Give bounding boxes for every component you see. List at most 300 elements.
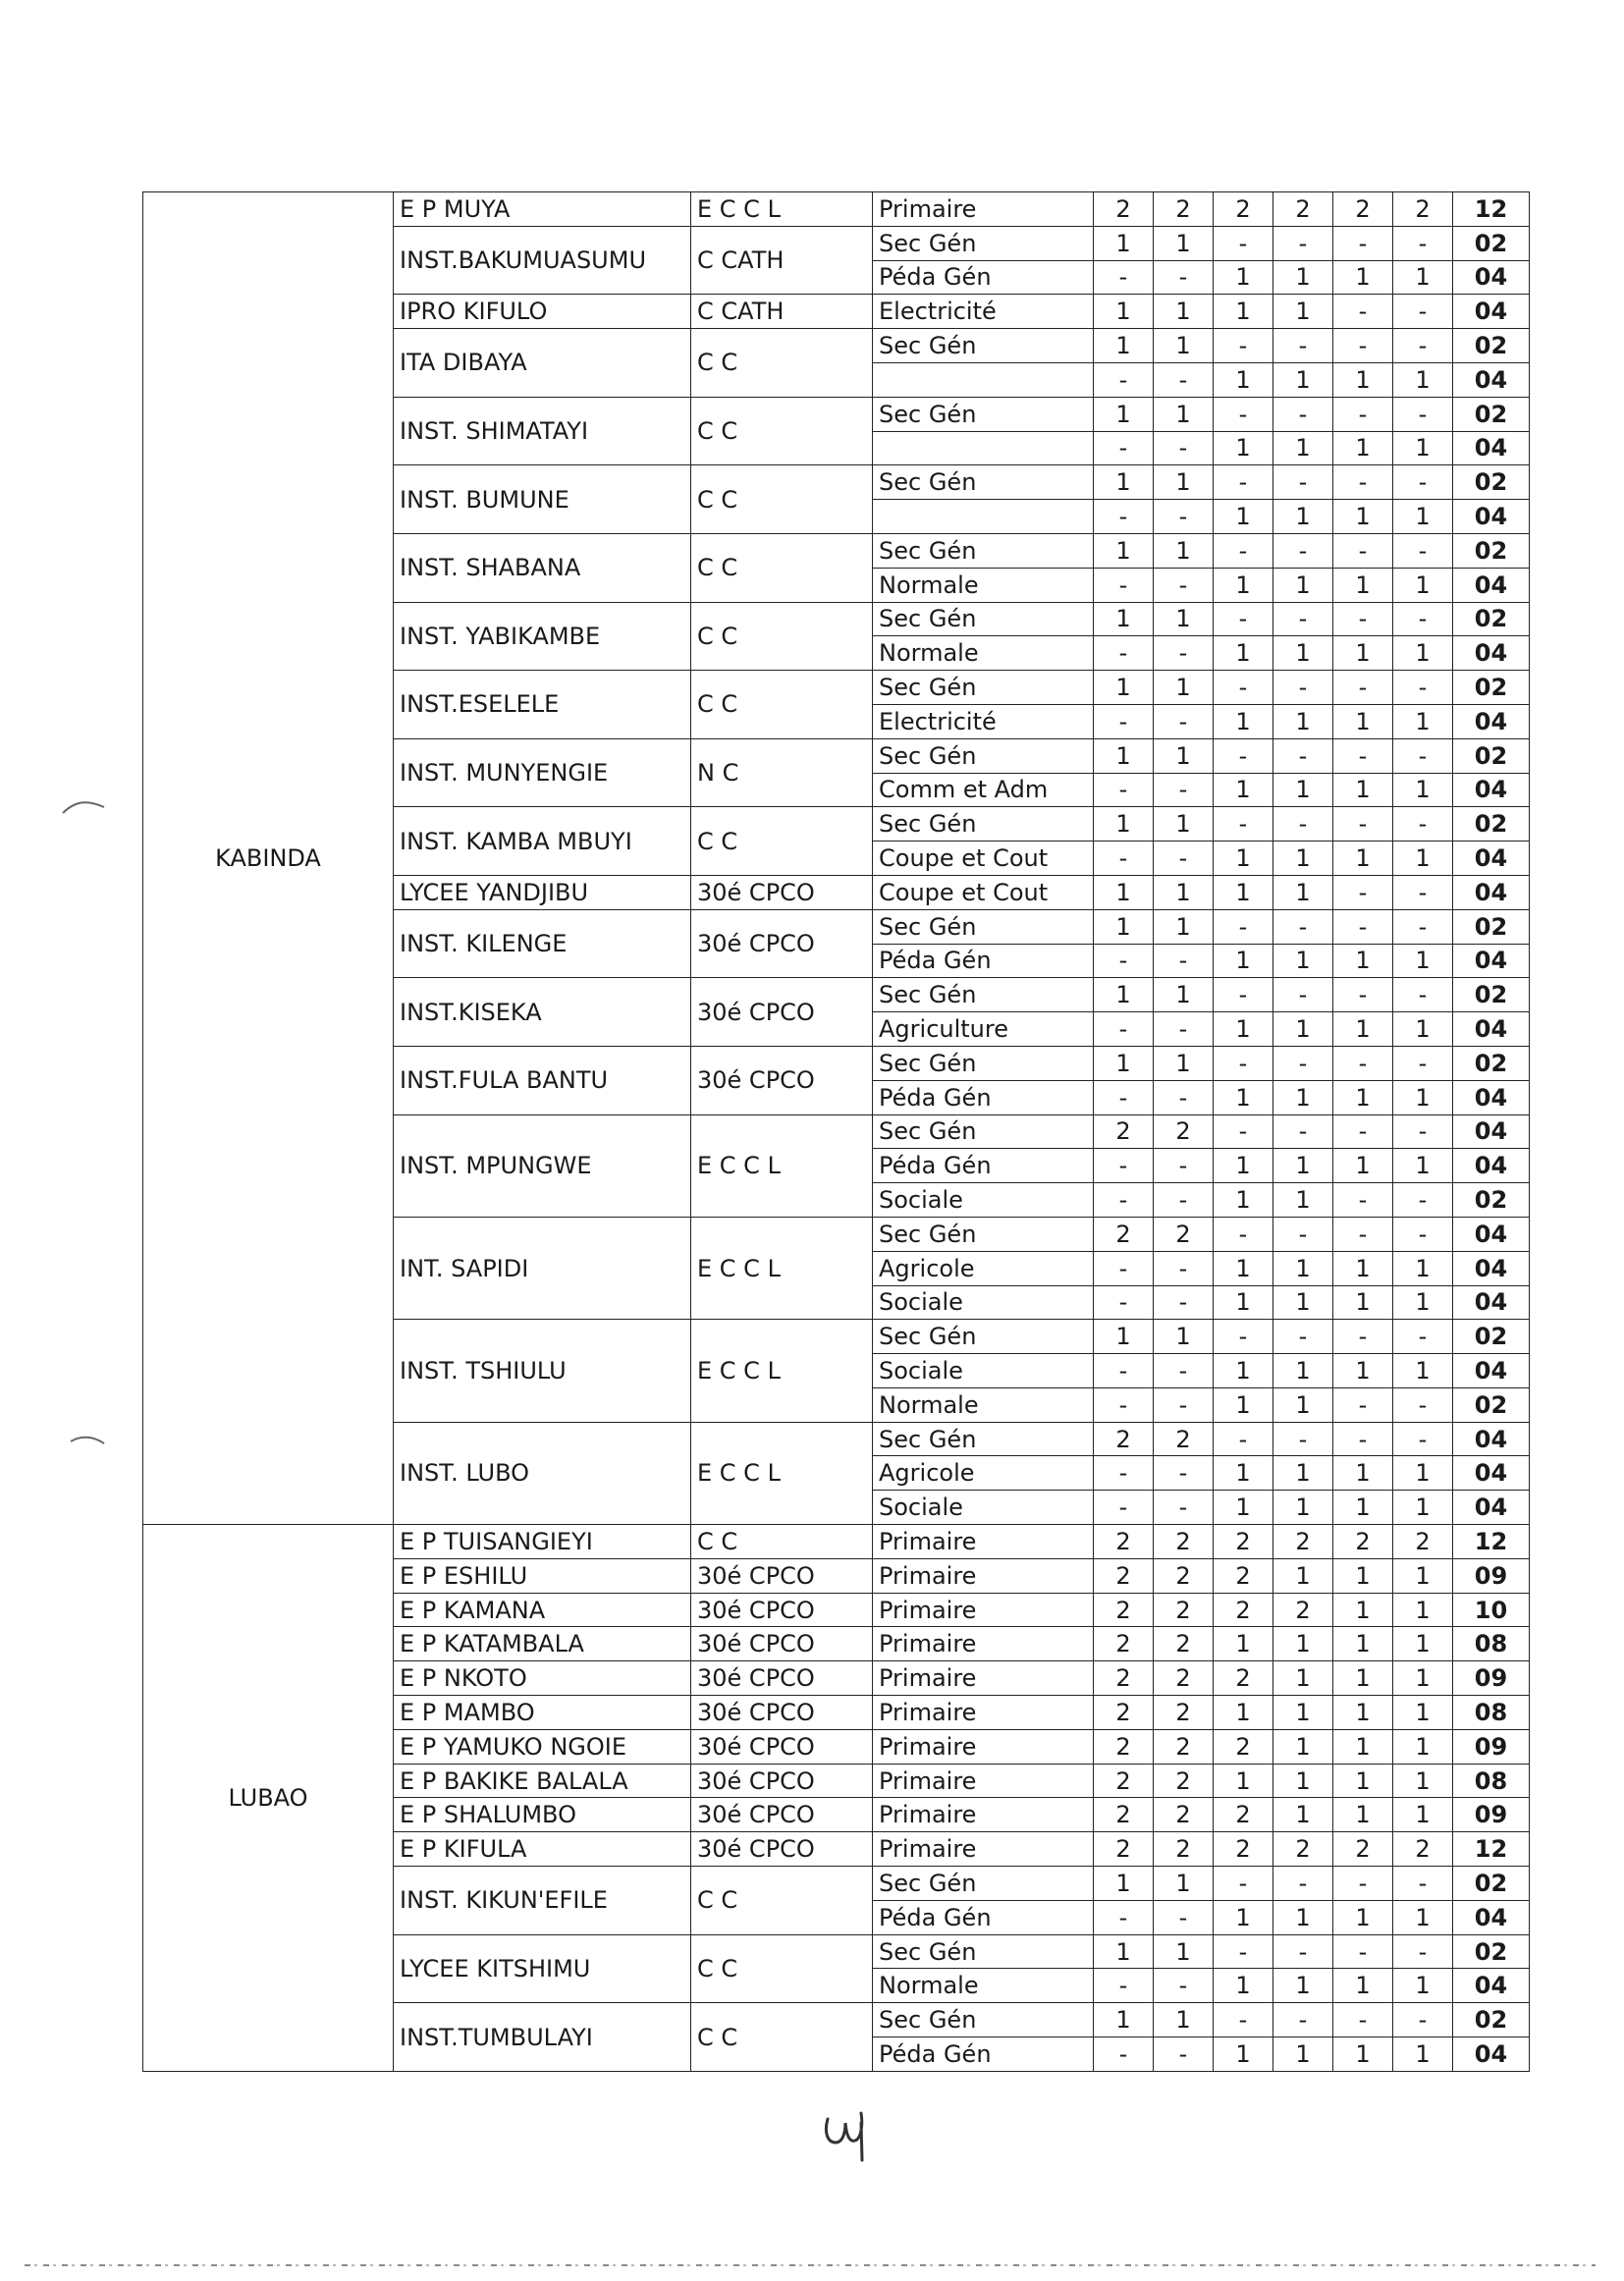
- school-name-cell: INST. BUMUNE: [394, 465, 691, 534]
- option-cell: Sec Gén: [873, 397, 1094, 431]
- option-cell: Coupe et Cout: [873, 875, 1094, 909]
- class-count-cell: 2: [1094, 1593, 1154, 1627]
- option-cell: Sociale: [873, 1285, 1094, 1320]
- school-name-cell: E P MUYA: [394, 192, 691, 227]
- class-count-cell: 1: [1214, 1764, 1273, 1798]
- class-count-cell: -: [1333, 807, 1393, 842]
- class-count-cell: -: [1154, 362, 1214, 397]
- class-count-cell: 1: [1154, 738, 1214, 773]
- class-count-cell: 1: [1273, 1798, 1333, 1832]
- class-count-cell: 1: [1333, 1285, 1393, 1320]
- handwritten-page-mark: [820, 2109, 879, 2163]
- class-count-cell: 2: [1214, 1593, 1273, 1627]
- regime-cell: C C: [691, 2003, 873, 2072]
- class-count-cell: -: [1094, 1456, 1154, 1491]
- option-cell: Primaire: [873, 1729, 1094, 1764]
- school-name-cell: INST. LUBO: [394, 1422, 691, 1524]
- option-cell: Sec Gén: [873, 1422, 1094, 1456]
- class-count-cell: 1: [1333, 1491, 1393, 1525]
- option-cell: Sec Gén: [873, 978, 1094, 1012]
- class-count-cell: 1: [1214, 568, 1273, 602]
- total-cell: 02: [1453, 807, 1530, 842]
- regime-cell: 30é CPCO: [691, 1627, 873, 1661]
- class-count-cell: 2: [1154, 1696, 1214, 1730]
- class-count-cell: -: [1333, 1217, 1393, 1251]
- total-cell: 02: [1453, 1046, 1530, 1080]
- total-cell: 04: [1453, 875, 1530, 909]
- class-count-cell: 1: [1273, 1456, 1333, 1491]
- school-name-cell: ITA DIBAYA: [394, 329, 691, 398]
- total-cell: 02: [1453, 1320, 1530, 1354]
- class-count-cell: -: [1273, 909, 1333, 944]
- option-cell: Péda Gén: [873, 1900, 1094, 1934]
- class-count-cell: 2: [1154, 1627, 1214, 1661]
- class-count-cell: -: [1393, 226, 1453, 260]
- class-count-cell: 1: [1393, 1285, 1453, 1320]
- class-count-cell: 2: [1154, 1798, 1214, 1832]
- class-count-cell: -: [1214, 1422, 1273, 1456]
- class-count-cell: -: [1154, 1969, 1214, 2003]
- class-count-cell: -: [1393, 1934, 1453, 1969]
- class-count-cell: 2: [1273, 1593, 1333, 1627]
- total-cell: 04: [1453, 1900, 1530, 1934]
- total-cell: 08: [1453, 1627, 1530, 1661]
- class-count-cell: -: [1154, 1354, 1214, 1388]
- class-count-cell: 2: [1333, 192, 1393, 227]
- class-count-cell: -: [1393, 1046, 1453, 1080]
- class-count-cell: -: [1214, 671, 1273, 705]
- regime-cell: E C C L: [691, 1422, 873, 1524]
- option-cell: Agricole: [873, 1251, 1094, 1285]
- regime-cell: 30é CPCO: [691, 1593, 873, 1627]
- class-count-cell: 2: [1154, 1593, 1214, 1627]
- class-count-cell: -: [1094, 568, 1154, 602]
- class-count-cell: -: [1094, 1080, 1154, 1114]
- class-count-cell: 1: [1214, 295, 1273, 329]
- class-count-cell: 1: [1393, 1080, 1453, 1114]
- class-count-cell: 1: [1214, 362, 1273, 397]
- class-count-cell: -: [1393, 807, 1453, 842]
- schools-table: [142, 191, 1530, 2072]
- class-count-cell: 2: [1393, 1525, 1453, 1559]
- class-count-cell: 1: [1273, 362, 1333, 397]
- class-count-cell: -: [1094, 362, 1154, 397]
- class-count-cell: 1: [1393, 944, 1453, 978]
- class-count-cell: 1: [1273, 1149, 1333, 1183]
- class-count-cell: 1: [1214, 875, 1273, 909]
- class-count-cell: -: [1094, 636, 1154, 671]
- option-cell: Péda Gén: [873, 260, 1094, 295]
- class-count-cell: 1: [1393, 568, 1453, 602]
- school-name-cell: INST. MPUNGWE: [394, 1114, 691, 1217]
- class-count-cell: 1: [1094, 909, 1154, 944]
- table-row: [143, 1525, 1530, 1559]
- school-name-cell: E P TUISANGIEYI: [394, 1525, 691, 1559]
- class-count-cell: -: [1393, 602, 1453, 636]
- class-count-cell: 1: [1393, 362, 1453, 397]
- school-name-cell: INST.BAKUMUASUMU: [394, 226, 691, 295]
- class-count-cell: -: [1214, 1114, 1273, 1149]
- class-count-cell: -: [1094, 1354, 1154, 1388]
- class-count-cell: 1: [1333, 1729, 1393, 1764]
- class-count-cell: 2: [1094, 192, 1154, 227]
- regime-cell: C C: [691, 1867, 873, 1935]
- class-count-cell: -: [1094, 1285, 1154, 1320]
- class-count-cell: -: [1094, 704, 1154, 738]
- class-count-cell: 1: [1393, 1149, 1453, 1183]
- school-name-cell: INST.FULA BANTU: [394, 1046, 691, 1114]
- class-count-cell: -: [1094, 1149, 1154, 1183]
- class-count-cell: 1: [1393, 1729, 1453, 1764]
- class-count-cell: -: [1333, 1867, 1393, 1901]
- class-count-cell: 1: [1214, 1969, 1273, 2003]
- school-name-cell: INST. KAMBA MBUYI: [394, 807, 691, 876]
- regime-cell: 30é CPCO: [691, 1764, 873, 1798]
- class-count-cell: -: [1154, 1149, 1214, 1183]
- class-count-cell: 1: [1393, 1900, 1453, 1934]
- option-cell: Sec Gén: [873, 602, 1094, 636]
- class-count-cell: -: [1094, 500, 1154, 534]
- class-count-cell: -: [1333, 875, 1393, 909]
- option-cell: Sociale: [873, 1354, 1094, 1388]
- class-count-cell: -: [1273, 1114, 1333, 1149]
- class-count-cell: 1: [1214, 1900, 1273, 1934]
- class-count-cell: -: [1333, 1387, 1393, 1422]
- class-count-cell: -: [1333, 1934, 1393, 1969]
- class-count-cell: -: [1273, 978, 1333, 1012]
- option-cell: [873, 362, 1094, 397]
- class-count-cell: -: [1154, 1900, 1214, 1934]
- class-count-cell: 1: [1154, 329, 1214, 363]
- class-count-cell: -: [1094, 1183, 1154, 1218]
- regime-cell: 30é CPCO: [691, 1696, 873, 1730]
- class-count-cell: 2: [1214, 1525, 1273, 1559]
- total-cell: 10: [1453, 1593, 1530, 1627]
- class-count-cell: 1: [1393, 1456, 1453, 1491]
- class-count-cell: 1: [1273, 773, 1333, 807]
- class-count-cell: 1: [1094, 2003, 1154, 2037]
- class-count-cell: -: [1214, 1934, 1273, 1969]
- regime-cell: 30é CPCO: [691, 1046, 873, 1114]
- class-count-cell: -: [1214, 1867, 1273, 1901]
- class-count-cell: 1: [1214, 1183, 1273, 1218]
- option-cell: Agricole: [873, 1456, 1094, 1491]
- class-count-cell: -: [1393, 1867, 1453, 1901]
- class-count-cell: -: [1273, 671, 1333, 705]
- class-count-cell: -: [1393, 978, 1453, 1012]
- class-count-cell: -: [1393, 2003, 1453, 2037]
- class-count-cell: 1: [1154, 2003, 1214, 2037]
- class-count-cell: 1: [1154, 1934, 1214, 1969]
- class-count-cell: 1: [1393, 773, 1453, 807]
- class-count-cell: -: [1214, 533, 1273, 568]
- option-cell: Primaire: [873, 1764, 1094, 1798]
- class-count-cell: 1: [1273, 1661, 1333, 1696]
- option-cell: Sec Gén: [873, 1046, 1094, 1080]
- class-count-cell: -: [1333, 909, 1393, 944]
- class-count-cell: -: [1094, 1012, 1154, 1047]
- school-name-cell: E P YAMUKO NGOIE: [394, 1729, 691, 1764]
- class-count-cell: 1: [1393, 1798, 1453, 1832]
- class-count-cell: 1: [1393, 704, 1453, 738]
- school-name-cell: E P MAMBO: [394, 1696, 691, 1730]
- class-count-cell: 1: [1094, 329, 1154, 363]
- class-count-cell: -: [1214, 978, 1273, 1012]
- class-count-cell: 1: [1333, 1354, 1393, 1388]
- class-count-cell: 1: [1273, 568, 1333, 602]
- class-count-cell: 2: [1154, 1661, 1214, 1696]
- class-count-cell: 1: [1214, 1251, 1273, 1285]
- school-name-cell: INST. MUNYENGIE: [394, 738, 691, 807]
- total-cell: 04: [1453, 944, 1530, 978]
- school-name-cell: INST. SHIMATAYI: [394, 397, 691, 465]
- total-cell: 04: [1453, 1251, 1530, 1285]
- regime-cell: 30é CPCO: [691, 909, 873, 978]
- class-count-cell: -: [1273, 602, 1333, 636]
- option-cell: Normale: [873, 636, 1094, 671]
- total-cell: 09: [1453, 1729, 1530, 1764]
- class-count-cell: 1: [1273, 1900, 1333, 1934]
- class-count-cell: 1: [1094, 1046, 1154, 1080]
- regime-cell: 30é CPCO: [691, 1832, 873, 1867]
- class-count-cell: 1: [1094, 1934, 1154, 1969]
- option-cell: Sec Gén: [873, 533, 1094, 568]
- class-count-cell: 1: [1273, 431, 1333, 465]
- total-cell: 04: [1453, 1456, 1530, 1491]
- total-cell: 04: [1453, 568, 1530, 602]
- class-count-cell: 1: [1273, 636, 1333, 671]
- class-count-cell: 1: [1333, 362, 1393, 397]
- class-count-cell: 2: [1333, 1832, 1393, 1867]
- class-count-cell: 1: [1333, 568, 1393, 602]
- total-cell: 04: [1453, 636, 1530, 671]
- class-count-cell: -: [1214, 602, 1273, 636]
- option-cell: Sec Gén: [873, 738, 1094, 773]
- class-count-cell: 1: [1154, 875, 1214, 909]
- class-count-cell: 1: [1214, 260, 1273, 295]
- regime-cell: 30é CPCO: [691, 1798, 873, 1832]
- total-cell: 04: [1453, 362, 1530, 397]
- class-count-cell: 1: [1214, 1387, 1273, 1422]
- total-cell: 02: [1453, 226, 1530, 260]
- regime-cell: E C C L: [691, 192, 873, 227]
- total-cell: 12: [1453, 192, 1530, 227]
- class-count-cell: 1: [1273, 1183, 1333, 1218]
- class-count-cell: 1: [1154, 909, 1214, 944]
- regime-cell: 30é CPCO: [691, 1729, 873, 1764]
- option-cell: Péda Gén: [873, 1149, 1094, 1183]
- class-count-cell: 1: [1273, 1251, 1333, 1285]
- class-count-cell: -: [1333, 226, 1393, 260]
- class-count-cell: 1: [1273, 1969, 1333, 2003]
- school-name-cell: INST.TUMBULAYI: [394, 2003, 691, 2072]
- class-count-cell: 1: [1333, 1627, 1393, 1661]
- class-count-cell: 1: [1273, 260, 1333, 295]
- class-count-cell: 1: [1333, 431, 1393, 465]
- total-cell: 04: [1453, 1012, 1530, 1047]
- option-cell: Sociale: [873, 1183, 1094, 1218]
- class-count-cell: 1: [1154, 1046, 1214, 1080]
- class-count-cell: 1: [1393, 1764, 1453, 1798]
- class-count-cell: 1: [1333, 1696, 1393, 1730]
- class-count-cell: 1: [1393, 1696, 1453, 1730]
- option-cell: Sec Gén: [873, 465, 1094, 500]
- class-count-cell: -: [1214, 397, 1273, 431]
- class-count-cell: -: [1094, 431, 1154, 465]
- class-count-cell: 2: [1154, 1558, 1214, 1593]
- class-count-cell: 1: [1094, 807, 1154, 842]
- class-count-cell: 2: [1154, 192, 1214, 227]
- total-cell: 02: [1453, 978, 1530, 1012]
- option-cell: Sec Gén: [873, 329, 1094, 363]
- class-count-cell: 1: [1393, 1969, 1453, 2003]
- class-count-cell: 1: [1154, 397, 1214, 431]
- class-count-cell: 1: [1094, 738, 1154, 773]
- margin-tick-mark: [69, 1432, 108, 1447]
- class-count-cell: 1: [1214, 500, 1273, 534]
- class-count-cell: 1: [1214, 1285, 1273, 1320]
- class-count-cell: 1: [1273, 1764, 1333, 1798]
- class-count-cell: -: [1094, 1491, 1154, 1525]
- class-count-cell: 1: [1273, 842, 1333, 876]
- class-count-cell: 1: [1214, 636, 1273, 671]
- class-count-cell: -: [1094, 260, 1154, 295]
- total-cell: 02: [1453, 909, 1530, 944]
- class-count-cell: 1: [1393, 2037, 1453, 2072]
- class-count-cell: 1: [1333, 704, 1393, 738]
- total-cell: 02: [1453, 1387, 1530, 1422]
- class-count-cell: 1: [1273, 1080, 1333, 1114]
- class-count-cell: -: [1393, 1114, 1453, 1149]
- school-name-cell: LYCEE YANDJIBU: [394, 875, 691, 909]
- class-count-cell: 1: [1393, 1012, 1453, 1047]
- class-count-cell: -: [1154, 1012, 1214, 1047]
- total-cell: 09: [1453, 1798, 1530, 1832]
- class-count-cell: 1: [1273, 1387, 1333, 1422]
- class-count-cell: -: [1393, 1387, 1453, 1422]
- option-cell: Sec Gén: [873, 2003, 1094, 2037]
- class-count-cell: -: [1214, 329, 1273, 363]
- total-cell: 02: [1453, 533, 1530, 568]
- option-cell: Sec Gén: [873, 1867, 1094, 1901]
- option-cell: Primaire: [873, 1525, 1094, 1559]
- class-count-cell: -: [1273, 533, 1333, 568]
- class-count-cell: 2: [1154, 1729, 1214, 1764]
- option-cell: Comm et Adm: [873, 773, 1094, 807]
- class-count-cell: 1: [1154, 465, 1214, 500]
- school-name-cell: E P SHALUMBO: [394, 1798, 691, 1832]
- class-count-cell: 1: [1214, 1456, 1273, 1491]
- class-count-cell: 2: [1094, 1422, 1154, 1456]
- option-cell: Péda Gén: [873, 2037, 1094, 2072]
- class-count-cell: -: [1094, 1387, 1154, 1422]
- class-count-cell: 1: [1393, 1491, 1453, 1525]
- regime-cell: C C: [691, 329, 873, 398]
- class-count-cell: 1: [1273, 704, 1333, 738]
- class-count-cell: -: [1214, 2003, 1273, 2037]
- class-count-cell: 1: [1214, 1696, 1273, 1730]
- total-cell: 04: [1453, 500, 1530, 534]
- class-count-cell: -: [1273, 329, 1333, 363]
- total-cell: 02: [1453, 1934, 1530, 1969]
- class-count-cell: 1: [1273, 1558, 1333, 1593]
- class-count-cell: -: [1393, 1320, 1453, 1354]
- class-count-cell: 1: [1333, 1149, 1393, 1183]
- regime-cell: C C: [691, 807, 873, 876]
- total-cell: 02: [1453, 671, 1530, 705]
- class-count-cell: -: [1273, 226, 1333, 260]
- option-cell: Normale: [873, 568, 1094, 602]
- option-cell: Sec Gén: [873, 807, 1094, 842]
- class-count-cell: -: [1273, 807, 1333, 842]
- class-count-cell: 1: [1333, 1456, 1393, 1491]
- total-cell: 04: [1453, 1422, 1530, 1456]
- class-count-cell: 2: [1214, 192, 1273, 227]
- class-count-cell: 1: [1094, 465, 1154, 500]
- class-count-cell: 1: [1214, 1491, 1273, 1525]
- regime-cell: C C: [691, 1525, 873, 1559]
- class-count-cell: 1: [1094, 978, 1154, 1012]
- total-cell: 04: [1453, 2037, 1530, 2072]
- total-cell: 04: [1453, 773, 1530, 807]
- class-count-cell: 2: [1214, 1798, 1273, 1832]
- option-cell: [873, 431, 1094, 465]
- class-count-cell: 1: [1333, 1661, 1393, 1696]
- regime-cell: 30é CPCO: [691, 978, 873, 1047]
- class-count-cell: -: [1333, 397, 1393, 431]
- total-cell: 02: [1453, 738, 1530, 773]
- class-count-cell: 1: [1214, 1149, 1273, 1183]
- class-count-cell: 1: [1393, 1593, 1453, 1627]
- school-name-cell: INST. SHABANA: [394, 533, 691, 602]
- class-count-cell: -: [1214, 226, 1273, 260]
- class-count-cell: 1: [1393, 1661, 1453, 1696]
- class-count-cell: 2: [1154, 1525, 1214, 1559]
- class-count-cell: -: [1094, 1900, 1154, 1934]
- class-count-cell: -: [1393, 909, 1453, 944]
- class-count-cell: 1: [1393, 260, 1453, 295]
- class-count-cell: 1: [1214, 773, 1273, 807]
- class-count-cell: 1: [1273, 944, 1333, 978]
- option-cell: Primaire: [873, 1798, 1094, 1832]
- class-count-cell: -: [1273, 1217, 1333, 1251]
- class-count-cell: 2: [1094, 1114, 1154, 1149]
- regime-cell: C C: [691, 397, 873, 465]
- class-count-cell: -: [1333, 1114, 1393, 1149]
- class-count-cell: -: [1273, 465, 1333, 500]
- class-count-cell: 2: [1094, 1525, 1154, 1559]
- class-count-cell: 1: [1333, 1012, 1393, 1047]
- total-cell: 04: [1453, 1114, 1530, 1149]
- school-name-cell: E P KAMANA: [394, 1593, 691, 1627]
- class-count-cell: 1: [1333, 2037, 1393, 2072]
- class-count-cell: -: [1214, 738, 1273, 773]
- table-row: [143, 192, 1530, 227]
- class-count-cell: 1: [1094, 397, 1154, 431]
- class-count-cell: -: [1154, 1456, 1214, 1491]
- class-count-cell: 1: [1273, 2037, 1333, 2072]
- class-count-cell: 1: [1214, 1354, 1273, 1388]
- class-count-cell: -: [1393, 671, 1453, 705]
- class-count-cell: 1: [1273, 1285, 1333, 1320]
- option-cell: Sec Gén: [873, 1320, 1094, 1354]
- school-name-cell: INST. YABIKAMBE: [394, 602, 691, 671]
- class-count-cell: -: [1273, 738, 1333, 773]
- total-cell: 12: [1453, 1832, 1530, 1867]
- option-cell: Electricité: [873, 295, 1094, 329]
- class-count-cell: -: [1393, 465, 1453, 500]
- class-count-cell: 2: [1094, 1661, 1154, 1696]
